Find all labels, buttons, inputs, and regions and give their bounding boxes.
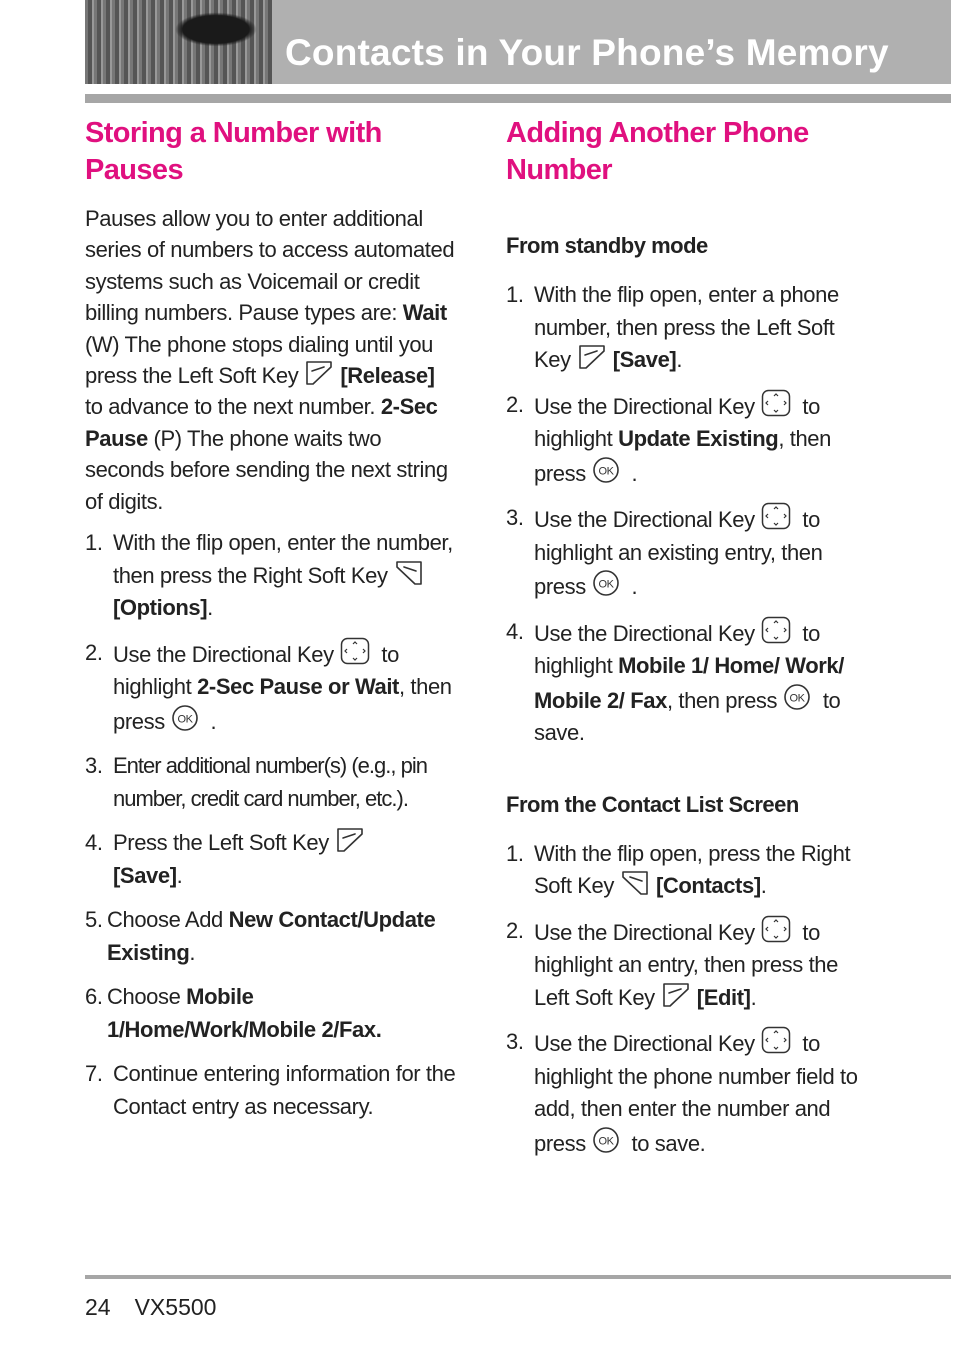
step-number: 6.: [85, 984, 103, 1010]
step-key: [Options]: [113, 595, 208, 621]
list-item: [85, 827, 457, 892]
step-body: Use the Directional Key: [534, 393, 755, 419]
step-body: Choose: [107, 984, 187, 1010]
step-text: [534, 502, 876, 604]
step-body: to highlight: [113, 641, 399, 700]
step-body: With the flip open, enter the number, then press the Right Soft Key: [113, 530, 453, 588]
step-body: Press the Left Soft Key: [113, 830, 329, 856]
header-photo: [85, 0, 272, 84]
step-text: [113, 827, 457, 892]
step-key: [Contacts]: [655, 873, 761, 898]
step-body: Use the Directional Key: [534, 1031, 755, 1056]
left-column: [85, 115, 457, 1123]
step-body: .: [207, 595, 213, 621]
section-heading-adding: Adding Another Phone Number: [506, 117, 809, 186]
step-body: , then press: [113, 674, 452, 734]
step-body: .: [204, 708, 217, 734]
intro-text: Pauses allow you to enter additional series of numbers to access automated systems such as Voicemail or credit billing numbers. Pause types are:: [85, 206, 455, 326]
step-key: 2-Sec Pause or Wait: [197, 674, 399, 700]
right-soft-key-icon: [394, 560, 424, 586]
step-number: 2.: [506, 391, 524, 417]
step-body: to save.: [625, 1130, 706, 1156]
step-text: [534, 915, 876, 1015]
step-text: Continue entering information for the Contact entry as necessary.: [113, 1061, 456, 1119]
step-text: [534, 389, 876, 491]
subheading-contact-list: From the Contact List Screen: [506, 791, 799, 817]
step-body: to highlight an entry, then press the Left Soft Key: [534, 919, 838, 1010]
step-number: 2.: [85, 639, 103, 665]
step-body: to highlight an existing entry, then press: [534, 507, 823, 599]
header-divider: [85, 94, 951, 103]
step-body: to save.: [534, 687, 841, 745]
step-number: 3.: [85, 753, 103, 779]
right-column: [506, 115, 876, 1160]
step-number: 3.: [506, 505, 524, 530]
step-number: 4.: [85, 830, 103, 856]
release-term: [Release]: [340, 363, 435, 389]
directional-key-icon: [761, 915, 791, 943]
pauses-intro: [85, 203, 457, 517]
step-number: 7.: [85, 1061, 103, 1087]
ok-key-icon: [592, 456, 620, 484]
list-item: [85, 981, 457, 1046]
list-item: [506, 279, 876, 377]
contact-list-steps: [506, 838, 876, 1161]
directional-key-icon: [761, 616, 791, 644]
left-soft-key-icon: [335, 827, 365, 853]
ok-key-icon: [171, 704, 199, 732]
footer-divider: [85, 1275, 951, 1279]
step-number: 1.: [506, 840, 524, 866]
step-text: [113, 527, 457, 625]
list-item: [85, 904, 457, 969]
step-key: Mobile 1/ Home/ Work/ Mobile 2/ Fax: [534, 653, 844, 713]
pause-term: 2-Sec Pause: [85, 394, 438, 451]
list-item: [506, 915, 876, 1015]
list-item: [506, 838, 876, 903]
step-number: 4.: [506, 618, 524, 644]
ok-key-icon: [592, 569, 620, 597]
step-body: .: [760, 873, 767, 898]
step-number: 2.: [506, 917, 524, 943]
step-key: Update Existing: [618, 426, 779, 451]
step-text: [534, 279, 876, 377]
step-number: 3.: [506, 1029, 524, 1054]
list-item: [506, 502, 876, 604]
step-key: [Save]: [612, 347, 677, 372]
intro-text: to advance to the next number.: [85, 394, 381, 420]
step-body: Use the Directional Key: [113, 641, 334, 667]
step-body: , then press: [666, 687, 778, 713]
step-text: [534, 1026, 876, 1160]
step-body: Choose Add: [107, 907, 229, 933]
step-body: .: [750, 984, 757, 1010]
step-body: With the flip open, enter a phone number, then press the Left Soft Key: [534, 282, 839, 372]
page-footer: [85, 1294, 216, 1321]
step-text: [113, 637, 457, 739]
list-item: [85, 1058, 457, 1123]
list-item: [85, 637, 457, 739]
directional-key-icon: [340, 637, 370, 665]
right-soft-key-icon: [620, 870, 650, 896]
list-item: [85, 750, 457, 815]
step-text: [107, 981, 457, 1046]
step-number: 1.: [85, 530, 103, 556]
directional-key-icon: [761, 502, 791, 530]
step-body: .: [676, 347, 683, 372]
list-item: [506, 1026, 876, 1160]
step-text: [534, 838, 876, 903]
directional-key-icon: [761, 389, 791, 417]
list-item: [85, 527, 457, 625]
left-soft-key-icon: [577, 344, 607, 370]
list-item: [506, 389, 876, 491]
ok-key-icon: [592, 1126, 620, 1154]
step-body: With the flip open, press the Right Soft Key: [534, 840, 851, 898]
step-body: to highlight: [534, 393, 820, 451]
intro-text: (P) The phone waits two seconds before sending the next string of digits.: [85, 425, 448, 514]
list-item: [506, 616, 876, 750]
step-body: .: [625, 574, 638, 599]
step-body: to highlight the phone number field to add, then enter the number and press: [534, 1031, 858, 1156]
step-body: .: [176, 862, 183, 888]
step-body: , then press: [534, 426, 831, 486]
step-body: Use the Directional Key: [534, 620, 755, 646]
step-body: .: [189, 939, 196, 965]
section-heading-pauses: Storing a Number with Pauses: [85, 117, 382, 186]
wait-term: Wait: [402, 300, 447, 326]
step-text: [107, 904, 457, 969]
step-number: 5.: [85, 907, 103, 933]
left-soft-key-icon: [304, 360, 334, 386]
left-soft-key-icon: [661, 982, 691, 1008]
step-key: New Contact/Update Existing: [107, 907, 436, 965]
page-number: 24: [85, 1294, 111, 1320]
standby-steps: [506, 279, 876, 750]
pause-steps: [85, 527, 457, 1123]
directional-key-icon: [761, 1026, 791, 1054]
model-name: VX5500: [134, 1294, 217, 1320]
step-body: .: [625, 460, 638, 486]
step-body: Use the Directional Key: [534, 919, 755, 945]
step-body: Use the Directional Key: [534, 507, 755, 532]
subheading-standby: From standby mode: [506, 233, 708, 258]
ok-key-icon: [783, 683, 811, 711]
step-body: to highlight: [534, 620, 820, 678]
step-text: Enter additional number(s) (e.g., pin number, credit card number, etc.).: [113, 753, 427, 811]
page-title: Contacts in Your Phone’s Memory: [285, 32, 889, 73]
step-key: Mobile 1/Home/Work/Mobile 2/Fax.: [107, 984, 382, 1042]
intro-text: (W) The phone stops dialing until you press the Left Soft Key: [85, 331, 433, 389]
step-number: 1.: [506, 282, 524, 307]
step-text: [534, 616, 876, 750]
step-key: [Save]: [113, 862, 177, 888]
step-key: [Edit]: [696, 984, 751, 1010]
